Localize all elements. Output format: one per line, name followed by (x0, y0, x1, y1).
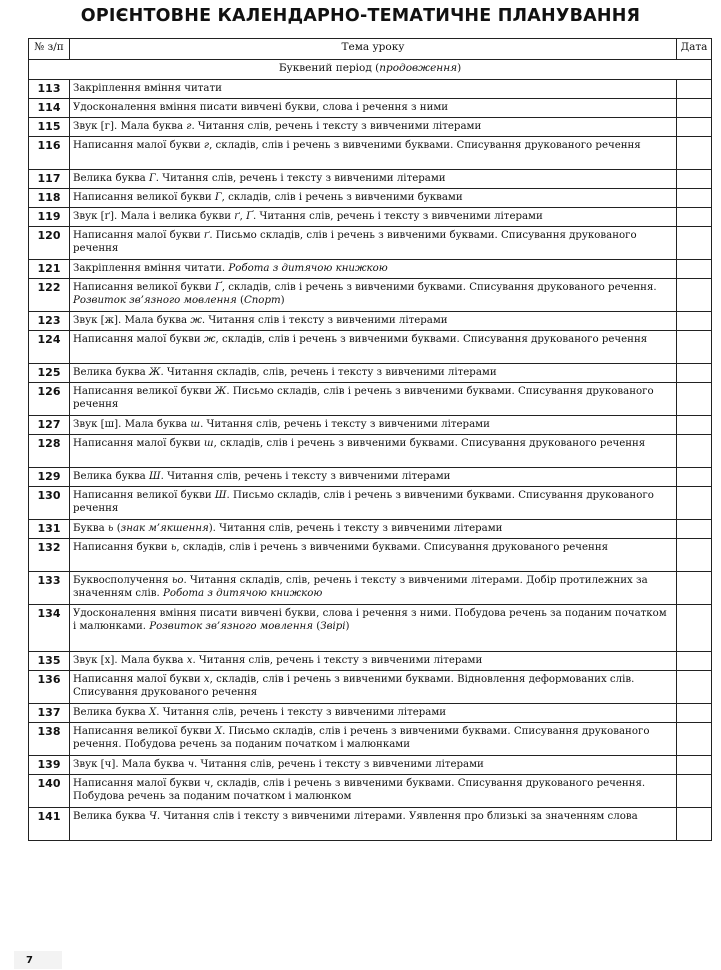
topic-italic-text: Г (149, 173, 156, 184)
table-row (29, 383, 712, 416)
topic-italic-text: ьо (171, 575, 184, 586)
lesson-topic (70, 383, 677, 416)
date-cell[interactable] (677, 704, 712, 723)
table-row (29, 652, 712, 671)
topic-text: . Читання складів, слів, речень і тексту з вивченими літерами (160, 367, 497, 378)
lesson-topic (70, 704, 677, 723)
topic-text: ). Читання слів, речень і тексту з вивченими літерами (208, 523, 503, 534)
row-number: 118 (29, 189, 70, 208)
date-cell[interactable] (677, 775, 712, 808)
topic-text: Написання великої букви (73, 726, 215, 737)
date-cell[interactable] (677, 227, 712, 260)
lesson-topic (70, 723, 677, 756)
date-cell[interactable] (677, 260, 712, 279)
date-cell[interactable] (677, 756, 712, 775)
row-number: 117 (29, 170, 70, 189)
table-row (29, 775, 712, 808)
topic-text: , складів, слів і речень з вивченими буквами. Списування друкованого речення. Побудова речень за поданим початком і малюнком (73, 778, 646, 802)
table-row (29, 208, 712, 227)
table-row (29, 118, 712, 137)
date-cell[interactable] (677, 189, 712, 208)
topic-text: . Читання слів, речень і тексту з вивченими літерами (160, 471, 451, 482)
lesson-topic (70, 808, 677, 841)
row-number: 131 (29, 520, 70, 539)
topic-italic-text: Х (149, 707, 157, 718)
row-number: 128 (29, 435, 70, 468)
lesson-topic (70, 435, 677, 468)
topic-italic-text: г (203, 140, 210, 151)
topic-italic-text: Робота з дитячою книжкою (163, 588, 323, 599)
topic-text: Звук [ґ]. Мала і велика букви (73, 211, 235, 222)
topic-text: Буква (73, 523, 108, 534)
date-cell[interactable] (677, 383, 712, 416)
topic-text: Звук [х]. Мала буква (73, 655, 187, 666)
table-row (29, 416, 712, 435)
topic-text: . Читання слів, речень і тексту з вивченими літерами (156, 707, 447, 718)
page-number: 7 (26, 955, 33, 966)
topic-italic-text: ш (190, 419, 201, 430)
topic-text: Велика буква (73, 811, 149, 822)
date-cell[interactable] (677, 808, 712, 841)
header-date: Дата (677, 39, 712, 60)
date-cell[interactable] (677, 99, 712, 118)
lesson-topic (70, 260, 677, 279)
table-row (29, 605, 712, 652)
date-cell[interactable] (677, 652, 712, 671)
topic-italic-text: х (203, 674, 210, 685)
row-number: 122 (29, 279, 70, 312)
topic-italic-text: Звірі (320, 621, 346, 632)
topic-italic-text: Розвиток зв’язного мовлення (149, 621, 313, 632)
topic-italic-text: Спорт (243, 295, 281, 306)
topic-text: Звук [ш]. Мала буква (73, 419, 191, 430)
lesson-topic (70, 80, 677, 99)
topic-text: . Письмо складів, слів і речень з вивченими буквами. Списування друкованого речення (73, 230, 637, 254)
topic-text: , складів, слів і речень з вивченими буквами (221, 192, 463, 203)
topic-text: . Читання слів, речень і тексту з вивченими літерами (155, 173, 446, 184)
page-number-background (14, 951, 62, 969)
row-number: 134 (29, 605, 70, 652)
row-number: 114 (29, 99, 70, 118)
topic-text: Написання великої букви (73, 282, 215, 293)
table-row (29, 137, 712, 170)
topic-italic-text: Робота з дитячою книжкою (228, 263, 388, 274)
topic-text: Удосконалення вміння писати вивчені букви, слова і речення з ними. Побудова речень за поданим початком і малюнками. (73, 608, 667, 632)
topic-text: Звук [г]. Мала буква (73, 121, 187, 132)
topic-text: . Читання складів, слів, речень і тексту з вивченими літерами. Добір протилежних за значенням слів. (73, 575, 648, 599)
topic-italic-text: Ґ (246, 211, 253, 222)
date-cell[interactable] (677, 468, 712, 487)
period-cell (29, 60, 712, 80)
table-body (29, 60, 712, 841)
table-row (29, 80, 712, 99)
topic-text: ) (345, 621, 350, 632)
topic-italic-text: Ш (149, 471, 161, 482)
lesson-topic (70, 416, 677, 435)
table-row (29, 227, 712, 260)
date-cell[interactable] (677, 170, 712, 189)
topic-text: Написання малої букви (73, 438, 204, 449)
row-number: 123 (29, 312, 70, 331)
topic-italic-text: Х (214, 726, 223, 737)
period-italic: продовження (379, 62, 458, 74)
topic-italic-text: ж (203, 334, 216, 345)
topic-text: Звук [ж]. Мала буква (73, 315, 191, 326)
row-number: 125 (29, 364, 70, 383)
topic-italic-text: Ш (214, 490, 227, 501)
date-cell[interactable] (677, 487, 712, 520)
table-row (29, 704, 712, 723)
date-cell[interactable] (677, 671, 712, 704)
topic-text: Написання малої букви (73, 230, 204, 241)
lesson-topic (70, 279, 677, 312)
date-cell[interactable] (677, 539, 712, 572)
row-number: 119 (29, 208, 70, 227)
topic-italic-text: Ж (149, 367, 161, 378)
row-number: 126 (29, 383, 70, 416)
topic-text: . Читання слів, речень і тексту з вивченими літерами (252, 211, 543, 222)
topic-text: Велика буква (73, 471, 149, 482)
topic-text: . Письмо складів, слів і речень з вивченими буквами. Списування друкованого речення. Побудова речень за поданим початком і малюнками (73, 726, 650, 750)
row-number: 137 (29, 704, 70, 723)
row-number: 113 (29, 80, 70, 99)
lesson-topic (70, 671, 677, 704)
date-cell[interactable] (677, 520, 712, 539)
lesson-topic (70, 364, 677, 383)
lesson-topic (70, 487, 677, 520)
row-number: 139 (29, 756, 70, 775)
topic-text: Написання малої букви (73, 334, 204, 345)
topic-text: Буквосполучення (73, 575, 172, 586)
table-row (29, 723, 712, 756)
topic-italic-text: ж (190, 315, 202, 326)
date-cell[interactable] (677, 364, 712, 383)
header-topic: Тема уроку (70, 39, 677, 60)
topic-text: . Письмо складів, слів і речень з вивченими буквами. Списування друкованого речення (73, 386, 654, 410)
table-row (29, 364, 712, 383)
lesson-topic (70, 208, 677, 227)
topic-text: , складів, слів і речень з вивченими буквами. Списування друкованого речення (215, 334, 648, 345)
row-number: 136 (29, 671, 70, 704)
topic-text: Закріплення вміння читати. (73, 263, 229, 274)
table-row (29, 808, 712, 841)
row-number: 127 (29, 416, 70, 435)
lesson-topic (70, 775, 677, 808)
row-number: 133 (29, 572, 70, 605)
period-text: Буквений період ( (278, 62, 380, 74)
topic-text: . Читання слів і тексту з вивченими літерами (201, 315, 448, 326)
date-cell[interactable] (677, 572, 712, 605)
topic-text: Удосконалення вміння писати вивчені букви, слова і речення з ними (73, 102, 449, 113)
topic-text: . Читання слів, речень і тексту з вивченими літерами (192, 655, 483, 666)
lesson-topic (70, 99, 677, 118)
date-cell[interactable] (677, 80, 712, 99)
date-cell[interactable] (677, 605, 712, 652)
date-cell[interactable] (677, 208, 712, 227)
topic-text: ( (313, 621, 321, 632)
topic-italic-text: Г (214, 192, 222, 203)
row-number: 121 (29, 260, 70, 279)
lesson-topic (70, 170, 677, 189)
row-number: 115 (29, 118, 70, 137)
date-cell[interactable] (677, 137, 712, 170)
table-row (29, 260, 712, 279)
topic-text: Написання великої букви (73, 490, 215, 501)
lesson-topic (70, 227, 677, 260)
table-row (29, 539, 712, 572)
date-cell[interactable] (677, 312, 712, 331)
row-number: 135 (29, 652, 70, 671)
topic-text: , складів, слів і речень з вивченими буквами. Відновлення деформованих слів. Списування друкованого речення (73, 674, 635, 698)
topic-text: . Читання слів, речень і тексту з вивченими літерами (194, 759, 484, 770)
topic-text: . Письмо складів, слів і речень з вивченими буквами. Списування друкованого речення (73, 490, 654, 514)
topic-italic-text: Ґ (214, 282, 222, 293)
topic-text: , складів, слів і речень з вивченими буквами. Списування друкованого речення. (221, 282, 657, 293)
topic-text: , складів, слів і речень з вивченими буквами. Списування друкованого речення (176, 542, 609, 553)
row-number: 141 (29, 808, 70, 841)
topic-text: Написання букви (73, 542, 171, 553)
row-number: 140 (29, 775, 70, 808)
row-number: 129 (29, 468, 70, 487)
topic-italic-text: ш (203, 438, 214, 449)
topic-text: . Читання слів, речень і тексту з вивченими літерами (191, 121, 482, 132)
lesson-topic (70, 605, 677, 652)
date-cell[interactable] (677, 723, 712, 756)
date-cell[interactable] (677, 416, 712, 435)
topic-italic-text: ґ (234, 211, 240, 222)
row-number: 116 (29, 137, 70, 170)
row-number: 124 (29, 331, 70, 364)
topic-text: , складів, слів і речень з вивченими буквами. Списування друкованого речення (209, 140, 641, 151)
topic-text: . Читання слів, речень і тексту з вивченими літерами (200, 419, 490, 430)
date-cell[interactable] (677, 118, 712, 137)
table-row (29, 520, 712, 539)
topic-text: ) (280, 295, 285, 306)
table-row (29, 487, 712, 520)
topic-italic-text: знак м’якшення (120, 523, 209, 534)
table-row (29, 312, 712, 331)
topic-text: . Читання слів і тексту з вивченими літерами. Уявлення про близькі за значенням слова (156, 811, 638, 822)
lesson-topic (70, 189, 677, 208)
table-row (29, 468, 712, 487)
lesson-topic (70, 572, 677, 605)
topic-text: Велика буква (73, 367, 149, 378)
period-close: ) (457, 62, 462, 74)
table-row (29, 331, 712, 364)
topic-text: ( (236, 295, 244, 306)
lesson-topic (70, 331, 677, 364)
topic-text: Написання великої букви (73, 192, 215, 203)
date-cell[interactable] (677, 435, 712, 468)
table-row (29, 170, 712, 189)
topic-italic-text: Ч (149, 811, 157, 822)
page-title: ОРІЄНТОВНЕ КАЛЕНДАРНО-ТЕМАТИЧНЕ ПЛАНУВАННЯ (80, 6, 641, 26)
topic-text: Написання малої букви (73, 140, 204, 151)
lesson-topic (70, 137, 677, 170)
topic-text: Звук [ч]. Мала буква (73, 759, 188, 770)
date-cell[interactable] (677, 279, 712, 312)
topic-text: Велика буква (73, 707, 149, 718)
lesson-topic (70, 756, 677, 775)
table-row (29, 756, 712, 775)
topic-italic-text: ь (170, 542, 177, 553)
lesson-topic (70, 312, 677, 331)
lesson-topic (70, 118, 677, 137)
topic-italic-text: ґ (203, 230, 210, 241)
topic-italic-text: ч (187, 759, 195, 770)
topic-text: , (239, 211, 247, 222)
period-row (29, 60, 712, 80)
lesson-topic (70, 652, 677, 671)
topic-text: ( (113, 523, 121, 534)
planning-table (28, 38, 712, 841)
topic-text: Закріплення вміння читати (73, 83, 222, 94)
topic-text: , складів, слів і речень з вивченими буквами. Списування друкованого речення (213, 438, 646, 449)
topic-italic-text: ч (203, 778, 211, 789)
lesson-topic (70, 468, 677, 487)
topic-text: Написання малої букви (73, 778, 204, 789)
topic-italic-text: х (186, 655, 193, 666)
row-number: 132 (29, 539, 70, 572)
date-cell[interactable] (677, 331, 712, 364)
topic-italic-text: Ж (214, 386, 227, 397)
header-num: № з/п (29, 39, 70, 60)
row-number: 120 (29, 227, 70, 260)
lesson-topic (70, 539, 677, 572)
topic-text: Велика буква (73, 173, 149, 184)
topic-text: Написання малої букви (73, 674, 204, 685)
table-row (29, 572, 712, 605)
lesson-topic (70, 520, 677, 539)
row-number: 130 (29, 487, 70, 520)
topic-italic-text: ь (107, 523, 114, 534)
table-row (29, 435, 712, 468)
table-header-row (29, 39, 712, 60)
row-number: 138 (29, 723, 70, 756)
table-row (29, 189, 712, 208)
topic-italic-text: г (186, 121, 192, 132)
table-row (29, 279, 712, 312)
table-row (29, 99, 712, 118)
topic-italic-text: Розвиток зв’язного мовлення (73, 295, 237, 306)
table-row (29, 671, 712, 704)
topic-text: Написання великої букви (73, 386, 215, 397)
